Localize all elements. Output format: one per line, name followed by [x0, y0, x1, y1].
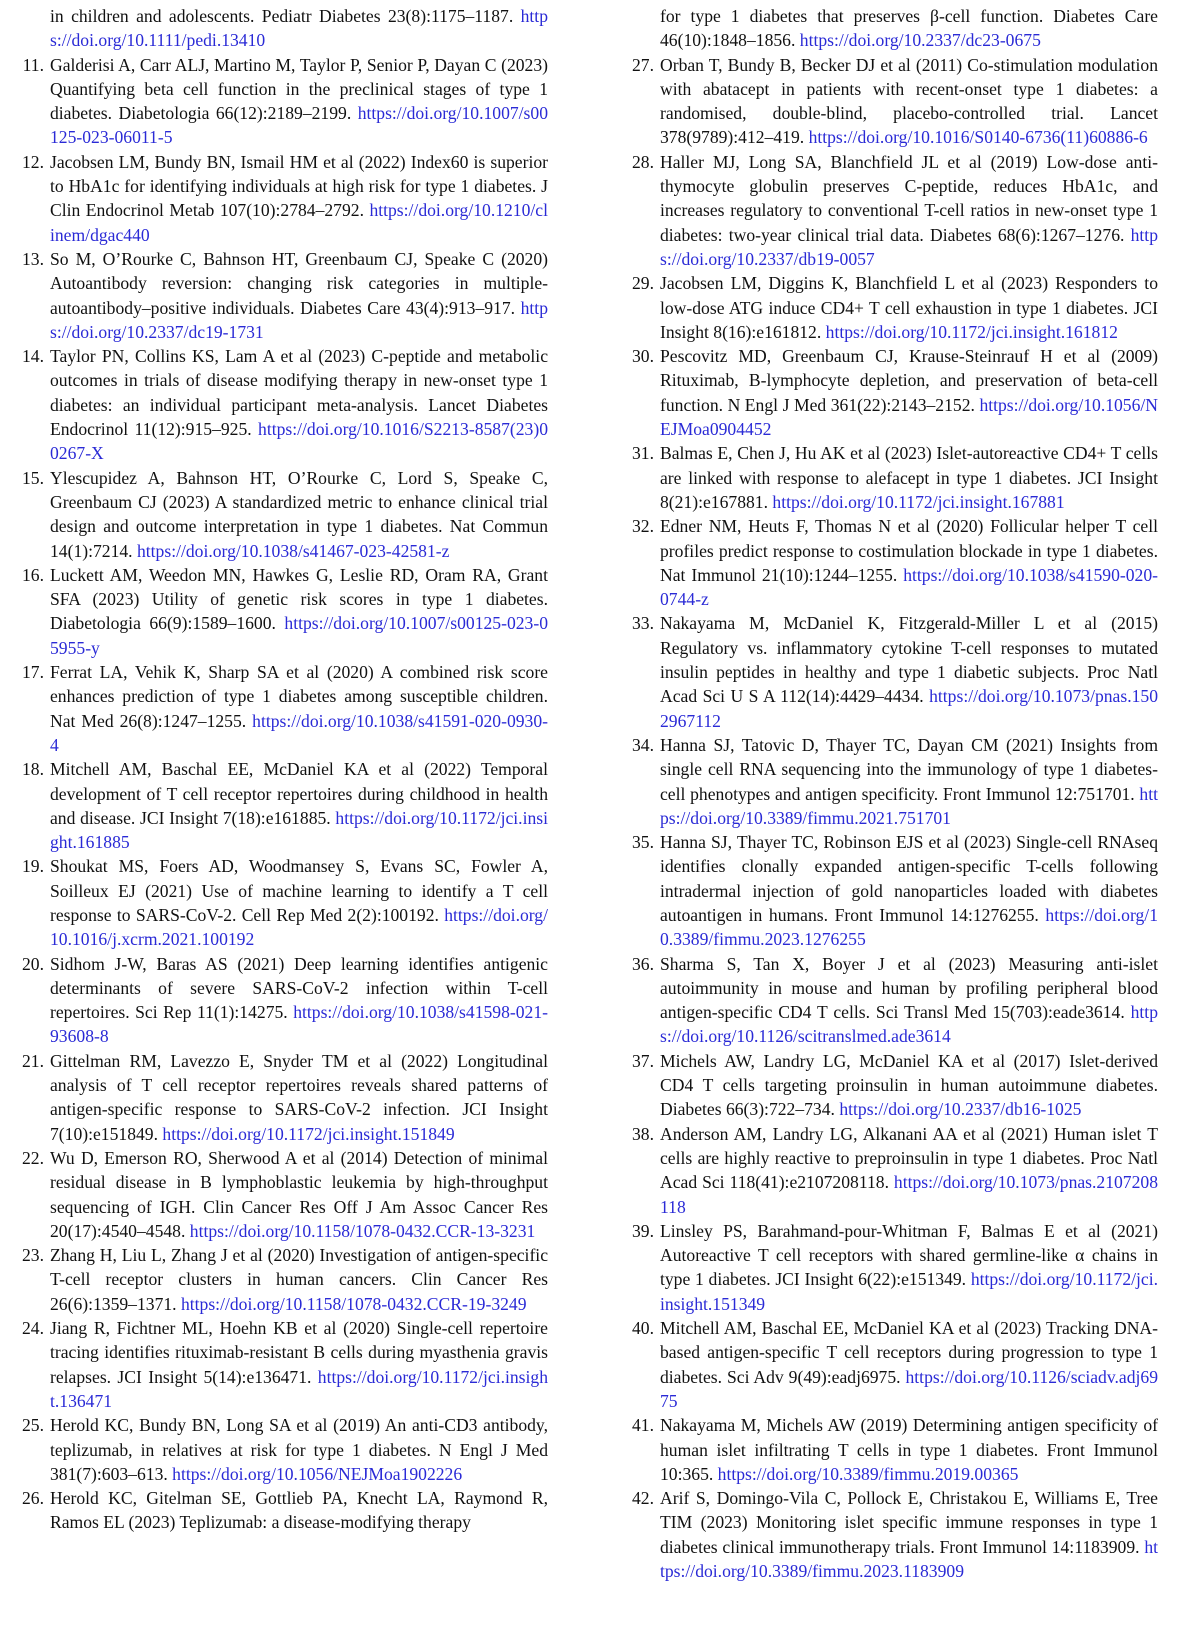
reference-text: Sharma S, Tan X, Boyer J et al (2023) Measuring anti-islet autoimmunity in mouse and human by profiling peripheral blood antigen-specific CD4 T cells. Sci Transl Med 15(703):eade3614. [660, 953, 1158, 1023]
reference-text: Mitchell AM, Baschal EE, McDaniel KA et al (2023) Tracking DNA-based antigen-specific T cell receptors during progression to type 1 diabetes. Sci Adv 9(49):eadj6975. [660, 1318, 1158, 1387]
reference-number: 26. [22, 1488, 44, 1509]
reference-number: 13. [22, 248, 44, 269]
reference-number: 20. [22, 953, 44, 974]
reference-entry [628, 611, 1158, 732]
reference-entry [18, 4, 548, 53]
reference-text: Herold KC, Gitelman SE, Gottlieb PA, Knecht LA, Raymond R, Ramos EL (2023) Teplizumab: a disease-modifying therapy [50, 1488, 548, 1533]
reference-number: 42. [632, 1488, 654, 1509]
reference-number: 16. [22, 564, 44, 585]
reference-number: 11. [22, 54, 44, 75]
reference-text: Edner NM, Heuts F, Thomas N et al (2020) Follicular helper T cell profiles predict response to costimulation blockade in type 1 diabetes. Nat Immunol 21(10):1244–1255. [660, 516, 1158, 585]
reference-entry [628, 441, 1158, 514]
reference-number: 35. [632, 832, 654, 853]
reference-entry [18, 952, 548, 1049]
reference-doi-link[interactable]: https://doi.org/10.1073/pnas.2107208118 [660, 1172, 1158, 1217]
reference-doi-link[interactable]: https://doi.org/10.3389/fimmu.2019.00365 [717, 1463, 1019, 1484]
reference-text: Linsley PS, Barahmand-pour-Whitman F, Balmas E et al (2021) Autoreactive T cell receptors with shared germline-like α chains in type 1 diabetes. JCI Insight 6(22):e151349. [660, 1220, 1158, 1290]
reference-doi-link[interactable]: https://doi.org/10.2337/db19-0057 [660, 224, 1158, 269]
reference-number: 22. [22, 1147, 44, 1168]
reference-doi-link[interactable]: https://doi.org/10.1016/j.xcrm.2021.100192 [50, 904, 548, 950]
reference-entry [628, 1316, 1158, 1413]
reference-text: Herold KC, Bundy BN, Long SA et al (2019) An anti-CD3 antibody, teplizumab, in relatives at risk for type 1 diabetes. N Engl J Med 381(7):603–613. [50, 1415, 548, 1484]
references-left-column [18, 4, 548, 1535]
reference-entry [18, 247, 548, 344]
reference-number: 21. [22, 1050, 44, 1071]
reference-doi-link[interactable]: https://doi.org/10.3389/fimmu.2023.1276255 [660, 904, 1158, 950]
reference-entry [18, 53, 548, 150]
reference-entry [628, 1413, 1158, 1486]
reference-text: Arif S, Domingo-Vila C, Pollock E, Christakou E, Williams E, Tree TIM (2023) Monitoring islet specific immune responses in type 1 diabetes clinical immunotherapy trials. Front Immunol 14:1183909. [660, 1488, 1158, 1557]
reference-number: 33. [632, 613, 654, 634]
reference-entry [18, 150, 548, 247]
reference-doi-link[interactable]: https://doi.org/10.1158/1078-0432.CCR-13-3231 [189, 1220, 536, 1241]
reference-number: 19. [22, 856, 44, 877]
reference-entry [18, 1413, 548, 1486]
reference-text: Galderisi A, Carr ALJ, Martino M, Taylor P, Senior P, Dayan C (2023) Quantifying beta cell function in the preclinical stages of type 1 diabetes. Diabetologia 66(12):2189–2199. [50, 54, 548, 124]
reference-doi-link[interactable]: https://doi.org/10.1016/S0140-6736(11)60886-6 [808, 127, 1148, 148]
reference-entry [18, 563, 548, 660]
reference-entry [628, 150, 1158, 271]
reference-doi-link[interactable]: https://doi.org/10.2337/dc19-1731 [50, 297, 548, 342]
reference-doi-link[interactable]: https://doi.org/10.1172/jci.insight.161885 [50, 807, 548, 853]
reference-text: Anderson AM, Landry LG, Alkanani AA et al (2021) Human islet T cells are highly reactive to preproinsulin in type 1 diabetes. Proc Natl Acad Sci 118(41):e2107208118. [660, 1123, 1158, 1193]
reference-doi-link[interactable]: https://doi.org/10.3389/fimmu.2021.751701 [660, 783, 1158, 828]
reference-text: Jiang R, Fichtner ML, Hoehn KB et al (2020) Single-cell repertoire tracing identifies rituximab-resistant B cells during myasthenia gravis relapses. JCI Insight 5(14):e136471. [50, 1318, 548, 1387]
reference-entry [628, 271, 1158, 344]
reference-entry [18, 1146, 548, 1243]
reference-number: 29. [632, 273, 654, 294]
reference-text: So M, O’Rourke C, Bahnson HT, Greenbaum CJ, Speake C (2020) Autoantibody reversion: changing risk categories in multiple-autoantibody–positive individuals. Diabetes Care 43(4):913–917. [50, 248, 548, 318]
reference-doi-link[interactable]: https://doi.org/10.1016/S2213-8587(23)00267-X [50, 419, 548, 464]
reference-number: 15. [22, 467, 44, 488]
reference-number: 30. [632, 346, 654, 367]
reference-doi-link[interactable]: https://doi.org/10.1038/s41590-020-0744-z [660, 564, 1158, 610]
reference-entry [628, 1486, 1158, 1583]
reference-text: Shoukat MS, Foers AD, Woodmansey S, Evans SC, Fowler A, Soilleux EJ (2021) Use of machine learning to identify a T cell response to SARS-CoV-2. Cell Rep Med 2(2):100192. [50, 856, 548, 925]
reference-text: Pescovitz MD, Greenbaum CJ, Krause-Steinrauf H et al (2009) Rituximab, B-lymphocyte depletion, and preservation of beta-cell function. N Engl J Med 361(22):2143–2152. [660, 346, 1158, 415]
reference-doi-link[interactable]: https://doi.org/10.3389/fimmu.2023.1183909 [660, 1536, 1158, 1581]
reference-number: 14. [22, 346, 44, 367]
reference-entry [628, 514, 1158, 611]
reference-number: 18. [22, 759, 44, 780]
reference-entry [628, 733, 1158, 830]
reference-text: Orban T, Bundy B, Becker DJ et al (2011) Co-stimulation modulation with abatacept in patients with recent-onset type 1 diabetes: a randomised, double-blind, placebo-controlled trial. Lancet 378(9789):412–419. [660, 54, 1158, 148]
reference-text: Sidhom J-W, Baras AS (2021) Deep learning identifies antigenic determinants of severe SARS-CoV-2 infection within T-cell repertoires. Sci Rep 11(1):14275. [50, 953, 548, 1023]
reference-doi-link[interactable]: https://doi.org/10.1038/s41467-023-42581-z [136, 540, 450, 561]
reference-number: 34. [632, 734, 654, 755]
reference-text: Ferrat LA, Vehik K, Sharp SA et al (2020) A combined risk score enhances prediction of type 1 diabetes among susceptible children. Nat Med 26(8):1247–1255. [50, 662, 548, 731]
reference-number: 23. [22, 1245, 44, 1266]
reference-text: for type 1 diabetes that preserves β-cell function. Diabetes Care 46(10):1848–1856. [660, 6, 1158, 51]
reference-number: 32. [632, 516, 654, 537]
reference-number: 36. [632, 953, 654, 974]
reference-entry [628, 1219, 1158, 1316]
reference-text: Zhang H, Liu L, Zhang J et al (2020) Investigation of antigen-specific T-cell receptor clusters in human cancers. Clin Cancer Res 26(6):1359–1371. [50, 1245, 548, 1314]
reference-number: 31. [632, 443, 654, 464]
reference-doi-link[interactable]: https://doi.org/10.1172/jci.insight.151349 [660, 1269, 1158, 1314]
reference-entry [18, 660, 548, 757]
reference-text: in children and adolescents. Pediatr Diabetes 23(8):1175–1187. [50, 6, 521, 26]
reference-entry [18, 757, 548, 854]
reference-doi-link[interactable]: https://doi.org/10.2337/db16-1025 [839, 1099, 1082, 1120]
reference-doi-link[interactable]: https://doi.org/10.1111/pedi.13410 [50, 6, 548, 51]
reference-text: Balmas E, Chen J, Hu AK et al (2023) Islet-autoreactive CD4+ T cells are linked with response to alefacept in type 1 diabetes. JCI Insight 8(21):e167881. [660, 443, 1158, 512]
reference-text: Nakayama M, Michels AW (2019) Determining antigen specificity of human islet infiltrating T cells in type 1 diabetes. Front Immunol 10:365. [660, 1415, 1158, 1484]
reference-entry [628, 344, 1158, 441]
reference-doi-link[interactable]: https://doi.org/10.1158/1078-0432.CCR-19-3249 [180, 1293, 527, 1314]
reference-entry [18, 1486, 548, 1535]
reference-text: Hanna SJ, Tatovic D, Thayer TC, Dayan CM (2021) Insights from single cell RNA sequencing into the immunology of type 1 diabetes- cell phenotypes and antigen specificity. Front Immunol 12:751701. [660, 734, 1158, 804]
reference-doi-link[interactable]: https://doi.org/10.1038/s41598-021-93608-8 [50, 1002, 548, 1047]
reference-doi-link[interactable]: https://doi.org/10.1056/NEJMoa1902226 [172, 1463, 463, 1484]
reference-text: Ylescupidez A, Bahnson HT, O’Rourke C, Lord S, Speake C, Greenbaum CJ (2023) A standardized metric to enhance clinical trial design and outcome interpretation in type 1 diabetes. Nat Commun 14(1):7214. [50, 467, 548, 561]
reference-entry [18, 1316, 548, 1413]
reference-entry [628, 830, 1158, 951]
reference-doi-link[interactable]: https://doi.org/10.1038/s41591-020-0930-4 [50, 710, 548, 755]
reference-doi-link[interactable]: https://doi.org/10.1007/s00125-023-05955-y [50, 613, 548, 658]
reference-doi-link[interactable]: https://doi.org/10.1126/sciadv.adj6975 [660, 1366, 1158, 1411]
reference-entry [18, 466, 548, 563]
reference-doi-link[interactable]: https://doi.org/10.2337/dc23-0675 [799, 30, 1041, 51]
reference-entry [628, 1049, 1158, 1122]
reference-doi-link[interactable]: https://doi.org/10.1210/clinem/dgac440 [50, 200, 548, 245]
reference-text: Gittelman RM, Lavezzo E, Snyder TM et al (2022) Longitudinal analysis of T cell receptor repertoires reveals shared patterns of antigen-specific response to SARS-CoV-2 infection. JCI Insight 7(10):e151849. [50, 1050, 548, 1144]
reference-entry [18, 1243, 548, 1316]
reference-text: Jacobsen LM, Bundy BN, Ismail HM et al (2022) Index60 is superior to HbA1c for identifying individuals at high risk for type 1 diabetes. J Clin Endocrinol Metab 107(10):2784–2792. [50, 151, 548, 221]
reference-number: 39. [632, 1220, 654, 1241]
reference-text: Haller MJ, Long SA, Blanchfield JL et al (2019) Low-dose anti-thymocyte globulin preserves C-peptide, reduces HbA1c, and increases regulatory to conventional T-cell ratios in new-onset type 1 diabetes: two-year clinical trial data. Diabetes 68(6):1267–1276. [660, 151, 1158, 245]
reference-number: 17. [22, 662, 44, 683]
reference-doi-link[interactable]: https://doi.org/10.1172/jci.insight.136471 [50, 1366, 548, 1411]
reference-doi-link[interactable]: https://doi.org/10.1056/NEJMoa0904452 [660, 394, 1158, 440]
reference-number: 25. [22, 1415, 44, 1436]
reference-text: Taylor PN, Collins KS, Lam A et al (2023) C-peptide and metabolic outcomes in trials of disease modifying therapy in new-onset type 1 diabetes: an individual participant meta-analysis. Lancet Diabetes Endocrinol 11(12):915–925. [50, 346, 548, 440]
reference-doi-link[interactable]: https://doi.org/10.1172/jci.insight.167881 [772, 491, 1065, 512]
reference-doi-link[interactable]: https://doi.org/10.1126/scitranslmed.ade3614 [660, 1002, 1158, 1047]
reference-text: Luckett AM, Weedon MN, Hawkes G, Leslie RD, Oram RA, Grant SFA (2023) Utility of genetic risk scores in type 1 diabetes. Diabetologia 66(9):1589–1600. [50, 564, 548, 634]
references-right-column [628, 4, 1158, 1583]
reference-text: Wu D, Emerson RO, Sherwood A et al (2014) Detection of minimal residual disease in B lymphoblastic leukemia by high-throughput sequencing of IGH. Clin Cancer Res Off J Am Assoc Cancer Res 20(17):4540–4548. [50, 1147, 548, 1241]
reference-number: 37. [632, 1050, 654, 1071]
reference-text: Mitchell AM, Baschal EE, McDaniel KA et al (2022) Temporal development of T cell receptor repertoires during childhood in health and disease. JCI Insight 7(18):e161885. [50, 759, 548, 828]
reference-entry [628, 952, 1158, 1049]
reference-entry [18, 854, 548, 951]
reference-number: 41. [632, 1415, 654, 1436]
reference-number: 24. [22, 1318, 44, 1339]
reference-doi-link[interactable]: https://doi.org/10.1172/jci.insight.161812 [825, 321, 1118, 342]
reference-entry [628, 4, 1158, 53]
reference-text: Jacobsen LM, Diggins K, Blanchfield L et al (2023) Responders to low-dose ATG induce CD4+ T cell exhaustion in type 1 diabetes. JCI Insight 8(16):e161812. [660, 273, 1158, 342]
reference-text: Michels AW, Landry LG, McDaniel KA et al (2017) Islet-derived CD4 T cells targeting proinsulin in human autoimmune diabetes. Diabetes 66(3):722–734. [660, 1050, 1158, 1120]
reference-number: 12. [22, 151, 44, 172]
reference-entry [628, 1122, 1158, 1219]
reference-doi-link[interactable]: https://doi.org/10.1172/jci.insight.151849 [162, 1123, 455, 1144]
reference-number: 28. [632, 151, 654, 172]
reference-entry [628, 53, 1158, 150]
reference-entry [18, 1049, 548, 1146]
reference-doi-link[interactable]: https://doi.org/10.1007/s00125-023-06011-5 [50, 103, 548, 148]
reference-entry [18, 344, 548, 465]
reference-number: 38. [632, 1123, 654, 1144]
reference-number: 27. [632, 54, 654, 75]
reference-doi-link[interactable]: https://doi.org/10.1073/pnas.1502967112 [660, 686, 1158, 731]
reference-text: Nakayama M, McDaniel K, Fitzgerald-Miller L et al (2015) Regulatory vs. inflammatory cytokine T-cell responses to mutated insulin peptides in healthy and type 1 diabetic subjects. Proc Natl Acad Sci U S A 112(14):4429–4434. [660, 613, 1158, 707]
reference-number: 40. [632, 1318, 654, 1339]
reference-text: Hanna SJ, Thayer TC, Robinson EJS et al (2023) Single-cell RNAseq identifies clonally expanded antigen-specific T-cells following intradermal injection of gold nanoparticles loaded with diabetes autoantigen in humans. Front Immunol 14:1276255. [660, 832, 1158, 925]
